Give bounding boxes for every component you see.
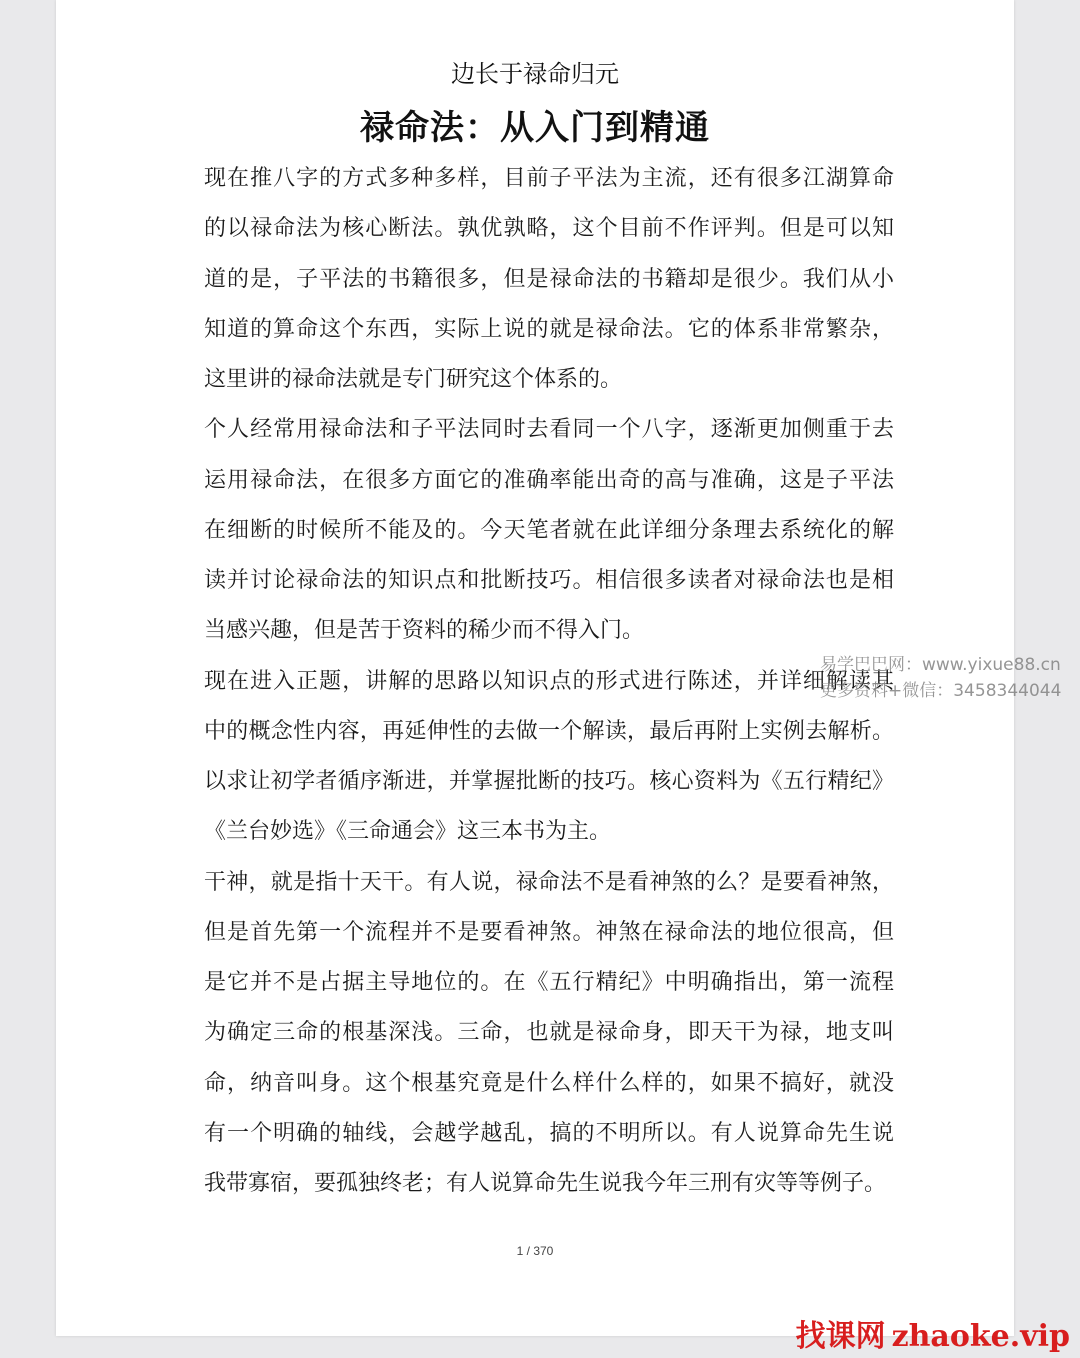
text-line: 的以禄命法为核心断法。孰优孰略，这个目前不作评判。但是可以知 [204,216,894,242]
page-number: 1 / 370 [516,1244,554,1258]
text-line: 知道的算命这个东西，实际上说的就是禄命法。它的体系非常繁杂， [204,316,894,342]
watermark-latin: zhaoke.vip [891,1319,1070,1354]
text-line: 这里讲的禄命法就是专门研究这个体系的。 [204,367,623,392]
text-line: 运用禄命法，在很多方面它的准确率能出奇的高与准确，这是子平法 [204,467,894,493]
text-line: 有一个明确的轴线，会越学越乱，搞的不明所以。有人说算命先生说 [204,1120,894,1146]
document-subtitle: 边长于禄命归元 [451,60,619,88]
text-line: 但是首先第一个流程并不是要看神煞。神煞在禄命法的地位很高，但 [204,919,894,945]
text-line: 以求让初学者循序渐进，并掌握批断的技巧。核心资料为《五行精纪》 [204,769,894,794]
document-title: 禄命法：从入门到精通 [360,108,710,148]
text-line: 干神，就是指十天干。有人说，禄命法不是看神煞的么？是要看神煞， [204,869,894,895]
side-watermark [820,652,1061,704]
text-line: 现在进入正题，讲解的思路以知识点的形式进行陈述，并详细解读其 [204,668,894,694]
text-line: 为确定三命的根基深浅。三命，也就是禄命身，即天干为禄，地支叫 [204,1020,894,1046]
paragraph-4 [204,858,894,1210]
paragraph-1 [204,154,894,405]
text-line: 中的概念性内容，再延伸性的去做一个解读，最后再附上实例去解析。 [204,718,894,744]
text-line: 在细断的时候所不能及的。今天笔者就在此详细分条理去系统化的解 [204,517,894,543]
paragraph-2 [204,405,894,656]
text-line: 个人经常用禄命法和子平法同时去看同一个八字，逐渐更加侧重于去 [204,417,894,443]
text-line: 当感兴趣，但是苦于资料的稀少而不得入门。 [204,618,645,644]
text-line: 读并讨论禄命法的知识点和批断技巧。相信很多读者对禄命法也是相 [204,568,894,593]
watermark-line-website: 易学巴巴网：www.yixue88.cn [820,655,1061,675]
text-line: 道的是，子平法的书籍很多，但是禄命法的书籍却是很少。我们从小 [204,266,894,292]
text-line: 现在推八字的方式多种多样，目前子平法为主流，还有很多江湖算命 [204,166,894,191]
text-line: 我带寡宿，要孤独终老；有人说算命先生说我今年三刑有灾等等例子。 [204,1171,887,1196]
paragraph-3 [204,657,894,858]
watermark-cn: 找课网 [795,1319,886,1354]
text-line: 命，纳音叫身。这个根基究竟是什么样什么样的，如果不搞好，就没 [204,1070,894,1096]
watermark-line-wechat: 更多资料+微信：3458344044 [820,681,1062,701]
document-body [204,154,894,1209]
text-line: 是它并不是占据主导地位的。在《五行精纪》中明确指出，第一流程 [204,970,894,995]
text-line: 《兰台妙选》《三命通会》这三本书为主。 [204,819,612,845]
bottom-watermark [796,1318,1070,1356]
